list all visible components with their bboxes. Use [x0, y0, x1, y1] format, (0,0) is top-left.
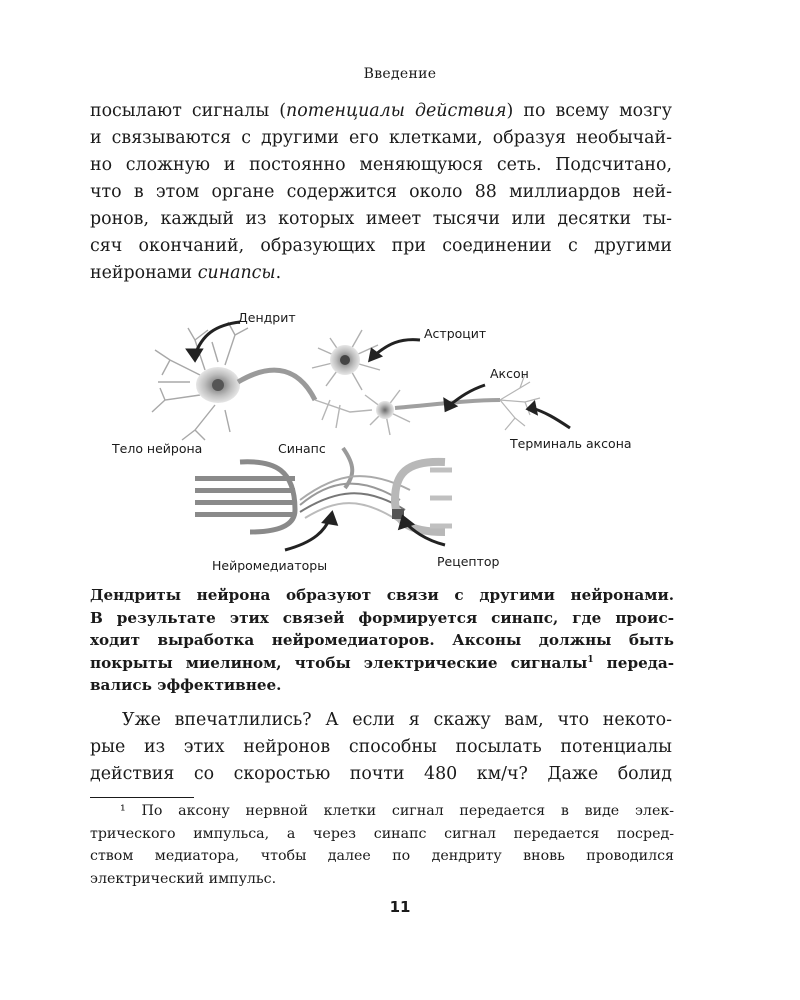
label-soma: Тело нейрона: [112, 441, 203, 456]
caption-line: вались эффективнее.: [90, 676, 282, 694]
paragraph-line: нейронами синапсы.: [90, 263, 282, 283]
label-receptor: Рецептор: [437, 554, 500, 569]
paragraph-line: Уже впечатлились? А если я скажу вам, что некото-: [122, 710, 672, 730]
label-astrocyte: Астроцит: [424, 326, 487, 341]
footnote-line: трического импульса, а через синапс сигнал передается посред-: [90, 825, 674, 842]
italic-term: потенциалы действия: [286, 101, 507, 121]
caption-line: В результате этих связей формируется синапс, где проис-: [90, 608, 674, 627]
presynaptic-terminal: [195, 476, 295, 517]
footnote-line: ством медиатора, чтобы далее по дендриту вновь проводился: [90, 848, 674, 864]
label-neurotransmitters: Нейромедиаторы: [212, 558, 328, 573]
running-head: Введение: [363, 66, 437, 82]
paragraph-line: но сложную и постоянно меняющуюся сеть. Подсчитано,: [90, 155, 672, 175]
middle-neuron: [315, 390, 410, 435]
paragraph-line: посылают сигналы (потенциалы действия) по всему мозгу: [90, 101, 672, 121]
paragraph-line: действия со скоростью почти 480 км/ч? Даже болид: [90, 764, 672, 784]
label-axon-terminal: Терминаль аксона: [510, 436, 632, 451]
footnote: [90, 800, 674, 890]
label-synapse: Синапс: [278, 441, 326, 456]
caption-line: покрыты миелином, чтобы электрические сигналы$^1$ переда-: [90, 653, 674, 672]
paragraph-1: [90, 98, 672, 287]
axon-path: [238, 370, 315, 400]
neuron-diagram: [100, 300, 660, 590]
paragraph-line: что в этом органе содержится около 88 миллиардов ней-: [90, 182, 672, 202]
paragraph-line: сяч окончаний, образующих при соединении с другими: [90, 236, 672, 256]
footnote-line: ¹ По аксону нервной клетки сигнал передается в виде элек-: [120, 803, 674, 819]
paragraph-line: и связываются с другими его клетками, образуя необычай-: [90, 128, 672, 148]
footnote-divider: [90, 797, 194, 798]
footnote-line: электрический импульс.: [90, 870, 277, 887]
caption-line: ходит выработка нейромедиаторов. Аксоны должны быть: [90, 631, 674, 649]
caption-line: Дендриты нейрона образуют связи с другими нейронами.: [90, 586, 674, 604]
footnote-ref[interactable]: 1: [587, 654, 594, 665]
label-axon: Аксон: [490, 366, 529, 381]
italic-term: синапсы: [197, 263, 276, 283]
paragraph-2: [90, 707, 672, 788]
paragraph-line: ронов, каждый из которых имеет тысячи или десятки ты-: [90, 209, 672, 229]
figure-caption: [90, 584, 674, 697]
page-number: 11: [389, 898, 411, 916]
label-dendrite: Дендрит: [238, 310, 296, 325]
paragraph-line: рые из этих нейронов способны посылать потенциалы: [90, 737, 672, 757]
